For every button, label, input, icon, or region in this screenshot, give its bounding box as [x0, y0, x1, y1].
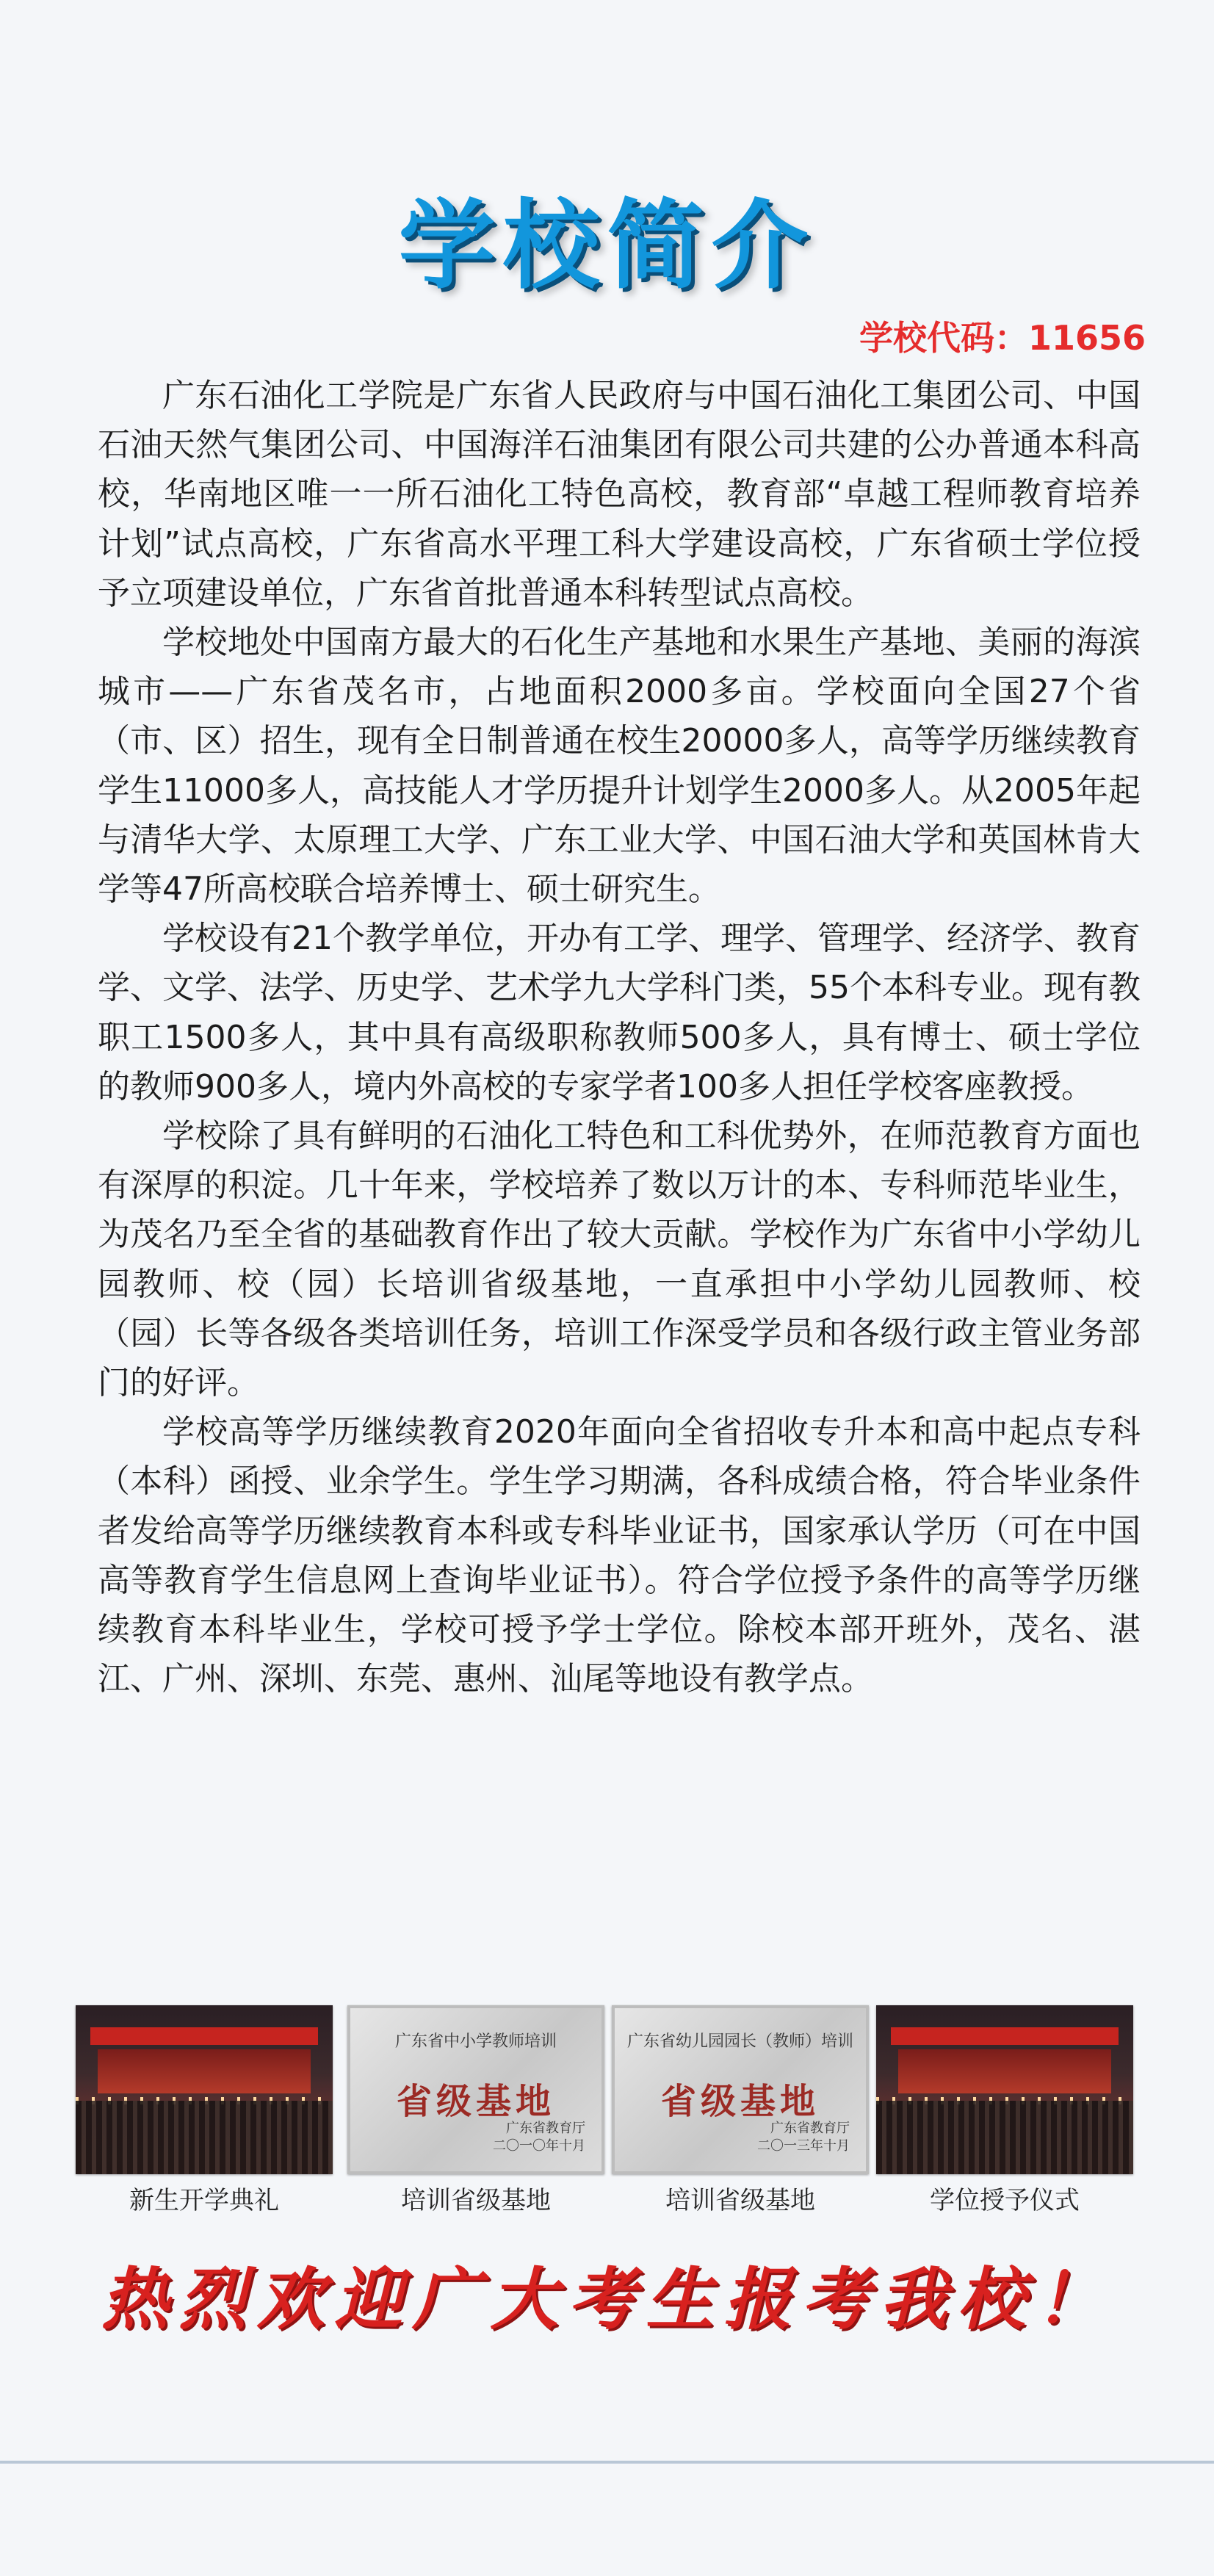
photo-strip	[0, 2005, 1214, 2226]
banner	[90, 2027, 318, 2045]
paragraph-2: 学校地处中国南方最大的石化生产基地和水果生产基地、美丽的海滨城市——广东省茂名市，占地面积2000多亩。学校面向全国27个省（市、区）招生，现有全日制普通在校生20000多人，高等学历继续教育学生11000多人，高技能人才学历提升计划学生2000多人。从2005年起与清华大学、太原理工大学、广东工业大学、中国石油大学和英国林肯大学等47所高校联合培养博士、硕士研究生。	[98, 624, 1141, 909]
photo-caption: 培训省级基地	[665, 2186, 815, 2215]
paragraph-1: 广东石油化工学院是广东省人民政府与中国石油化工集团公司、中国石油天然气集团公司、中国海洋石油集团有限公司共建的公办普通本科高校，华南地区唯一一所石油化工特色高校，教育部“卓越工程师教育培养计划”试点高校，广东省高水平理工科大学建设高校，广东省硕士学位授予立项建设单位，广东省首批普通本科转型试点高校。	[98, 377, 1141, 612]
photo-item-opening-ceremony	[76, 2005, 333, 2218]
banner	[891, 2027, 1119, 2045]
audience	[876, 2101, 1133, 2174]
plaque-date: 二〇一〇年十月	[493, 2138, 585, 2154]
photo-item-degree-ceremony	[876, 2005, 1133, 2218]
paragraph-4: 学校除了具有鲜明的石油化工特色和工科优势外，在师范教育方面也有深厚的积淀。几十年来，学校培养了数以万计的本、专科师范毕业生，为茂名乃至全省的基础教育作出了较大贡献。学校作为广东省中小学幼儿园教师、校（园）长培训省级基地，一直承担中小学幼儿园教师、校（园）长等各级各类培训任务，培训工作深受学员和各级行政主管业务部门的好评。	[98, 1117, 1141, 1402]
plaque-title: 省级基地	[396, 2081, 555, 2122]
plaque-issuer: 广东省教育厅	[506, 2121, 585, 2136]
plaque-heading: 广东省中小学教师培训	[394, 2032, 557, 2051]
plaque-footer	[493, 2120, 585, 2155]
photo-item-kindergarten-base	[612, 2005, 869, 2218]
plaque-title: 省级基地	[660, 2081, 820, 2122]
kindergarten-training-plaque	[612, 2005, 869, 2174]
page-title: 学校简介	[398, 190, 816, 303]
degree-ceremony-photo	[876, 2005, 1133, 2174]
paragraph-3: 学校设有21个教学单位，开办有工学、理学、管理学、经济学、教育学、文学、法学、历史学、艺术学九大学科门类，55个本科专业。现有教职工1500多人，其中具有高级职称教师500多人，具有博士、硕士学位的教师900多人，境内外高校的专家学者100多人担任学校客座教授。	[98, 920, 1141, 1105]
stage	[898, 2049, 1111, 2093]
opening-ceremony-photo	[76, 2005, 333, 2174]
welcome-slogan: 热烈欢迎广大考生报考我校！	[101, 2259, 1113, 2339]
plaque-heading: 广东省幼儿园园长（教师）培训	[626, 2032, 853, 2051]
photo-item-teacher-base	[347, 2005, 604, 2218]
paragraph-5: 学校高等学历继续教育2020年面向全省招收专升本和高中起点专科（本科）函授、业余学生。学生学习期满，各科成绩合格，符合毕业条件者发给高等学历继续教育本科或专科毕业证书，国家承认学历（可在中国高等教育学生信息网上查询毕业证书）。符合学位授予条件的高等学历继续教育本科毕业生，学校可授予学士学位。除校本部开班外，茂名、湛江、广州、深圳、东莞、惠州、汕尾等地设有教学点。	[98, 1413, 1141, 1698]
teacher-training-plaque	[347, 2005, 604, 2174]
intro-text	[98, 371, 1141, 1703]
photo-caption: 培训省级基地	[401, 2186, 551, 2215]
plaque-date: 二〇一三年十月	[757, 2138, 850, 2154]
photo-caption: 新生开学典礼	[129, 2186, 279, 2215]
plaque-issuer: 广东省教育厅	[770, 2121, 850, 2136]
audience	[76, 2101, 333, 2174]
school-code: 学校代码：11656	[859, 318, 1146, 358]
photo-caption: 学位授予仪式	[930, 2186, 1080, 2215]
stage	[98, 2049, 311, 2093]
footer-divider	[0, 2461, 1214, 2464]
plaque-footer	[757, 2120, 850, 2155]
